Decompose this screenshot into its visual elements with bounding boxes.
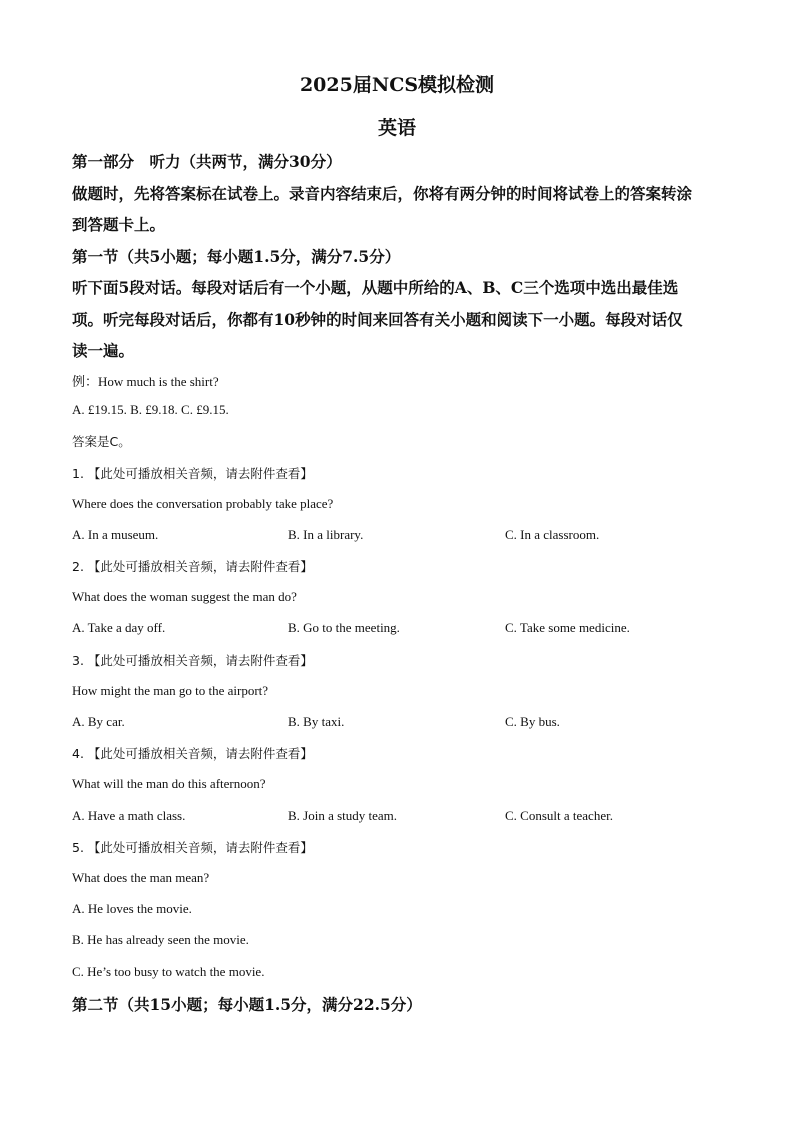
question-3-audio[interactable]: 3. 【此处可播放相关音频，请去附件查看】 [72,653,313,668]
section1-instruction-line1: 听下面5段对话。每段对话后有一个小题，从题中所给的A、B、C三个选项中选出最佳选 [72,278,679,297]
exam-title: 2025届NCS模拟检测 [299,74,495,96]
example-prompt: 例：How much is the shirt? [72,374,219,389]
section1-heading: 第一节（共5小题；每小题1.5分，满分7.5分） [72,247,401,266]
question-2-stem: What does the woman suggest the man do? [72,589,297,604]
question-1-option-b[interactable]: B. In a library. [288,527,364,542]
exam-subject: 英语 [377,117,416,139]
question-2-option-c[interactable]: C. Take some medicine. [505,620,630,635]
example-answer: 答案是C。 [72,434,131,449]
question-1-stem: Where does the conversation probably take place? [72,496,334,511]
example-options: A. £19.15. B. £9.18. C. £9.15. [72,402,229,417]
question-3-option-c[interactable]: C. By bus. [505,714,560,729]
question-1-option-c[interactable]: C. In a classroom. [505,527,600,542]
question-3-stem: How might the man go to the airport? [72,683,269,698]
question-2-option-b[interactable]: B. Go to the meeting. [288,620,400,635]
part1-instruction-line1: 做题时，先将答案标在试卷上。录音内容结束后，你将有两分钟的时间将试卷上的答案转涂 [72,184,693,203]
part1-instruction-line2: 到答题卡上。 [72,215,166,234]
question-5-option-c[interactable]: C. He’s too busy to watch the movie. [72,964,265,979]
question-4-option-a[interactable]: A. Have a math class. [72,808,186,823]
question-1-audio[interactable]: 1. 【此处可播放相关音频，请去附件查看】 [72,466,313,481]
question-5-option-b[interactable]: B. He has already seen the movie. [72,932,249,947]
question-5-audio[interactable]: 5. 【此处可播放相关音频，请去附件查看】 [72,840,313,855]
section1-instruction-line3: 读一遍。 [72,341,135,360]
question-4-audio[interactable]: 4. 【此处可播放相关音频，请去附件查看】 [72,746,313,761]
question-4-option-c[interactable]: C. Consult a teacher. [505,808,613,823]
question-3-option-a[interactable]: A. By car. [72,714,125,729]
question-1-option-a[interactable]: A. In a museum. [72,527,159,542]
question-2-audio[interactable]: 2. 【此处可播放相关音频，请去附件查看】 [72,559,313,574]
question-2-option-a[interactable]: A. Take a day off. [72,620,166,635]
section2-heading: 第二节（共15小题；每小题1.5分，满分22.5分） [72,995,422,1014]
part1-heading: 第一部分 听力（共两节，满分30分） [72,152,342,171]
question-4-option-b[interactable]: B. Join a study team. [288,808,398,823]
section1-instruction-line2: 项。听完每段对话后，你都有10秒钟的时间来回答有关小题和阅读下一小题。每段对话仅 [72,310,683,329]
question-3-option-b[interactable]: B. By taxi. [288,714,345,729]
question-4-stem: What will the man do this afternoon? [72,776,266,791]
question-5-option-a[interactable]: A. He loves the movie. [72,901,192,916]
question-5-stem: What does the man mean? [72,870,210,885]
